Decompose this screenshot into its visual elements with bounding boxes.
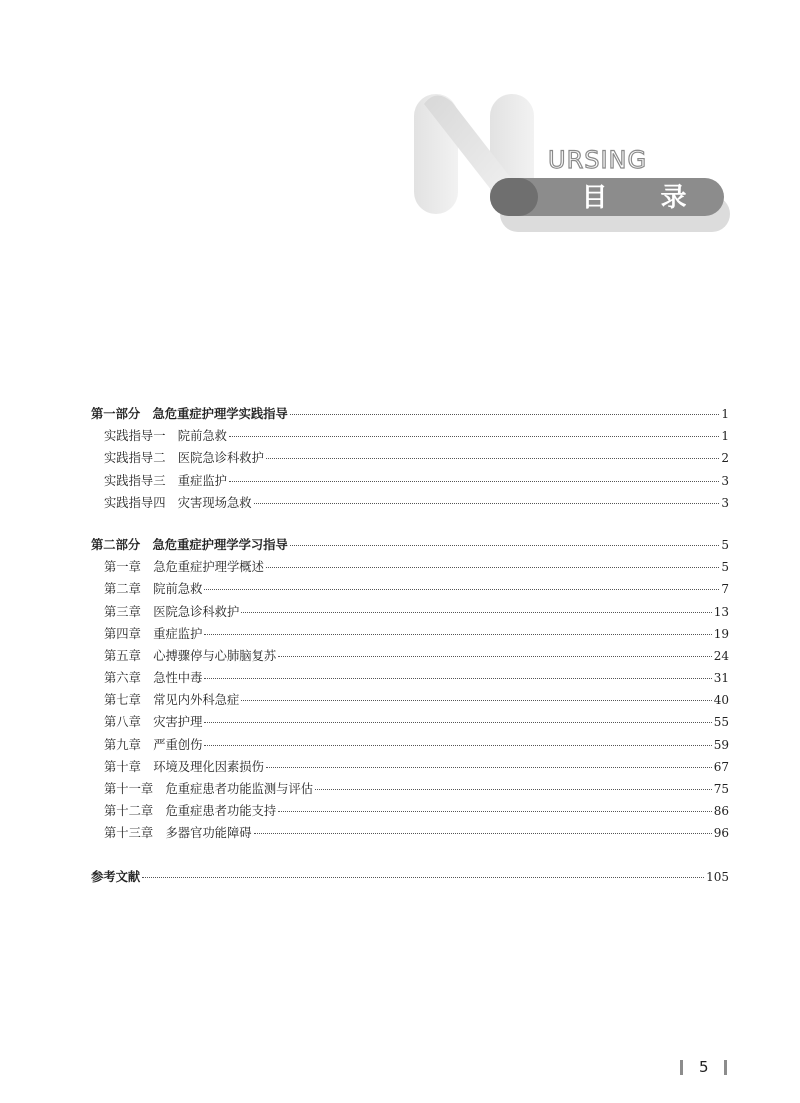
- toc-title: 实践指导二 医院急诊科救护: [104, 451, 264, 466]
- toc-title: 第六章 急性中毒: [104, 671, 203, 686]
- footer-bar-left: [680, 1060, 683, 1075]
- toc-item[interactable]: [91, 470, 729, 492]
- toc-leader: [142, 877, 704, 878]
- toc-leader: [266, 567, 719, 568]
- toc-title: 参考文献: [91, 869, 141, 884]
- emblem-text: URSING: [548, 146, 648, 174]
- toc-leader: [254, 503, 720, 504]
- toc-item[interactable]: [91, 689, 729, 711]
- toc-page: 7: [721, 582, 729, 597]
- toc-page: 5: [721, 560, 729, 575]
- toc-leader: [278, 656, 712, 657]
- toc-page: 40: [713, 693, 729, 708]
- toc-page: 1: [721, 407, 729, 421]
- toc-page: 3: [721, 473, 729, 488]
- table-of-contents: [91, 403, 729, 888]
- toc-leader: [204, 589, 719, 590]
- toc-title: 第八章 灾害护理: [104, 715, 203, 730]
- toc-item[interactable]: [91, 645, 729, 667]
- toc-title: 第五章 心搏骤停与心肺脑复苏: [104, 648, 277, 663]
- toc-page: 3: [721, 495, 729, 510]
- section-spacer: [91, 514, 729, 534]
- toc-page: 31: [713, 671, 729, 686]
- toc-page: 105: [706, 869, 729, 884]
- toc-title: 实践指导一 院前急救: [104, 429, 227, 444]
- toc-item[interactable]: [91, 800, 729, 822]
- toc-title: 第十一章 危重症患者功能监测与评估: [104, 782, 314, 796]
- toc-leader: [290, 545, 720, 546]
- toc-item[interactable]: [91, 778, 729, 800]
- toc-title: 第十三章 多器官功能障碍: [104, 826, 252, 841]
- toc-item[interactable]: [91, 734, 729, 756]
- toc-item[interactable]: [91, 447, 729, 469]
- toc-leader: [290, 414, 720, 415]
- toc-leader: [204, 722, 711, 723]
- page-title: 目 录: [581, 183, 709, 213]
- toc-title: 第七章 常见内外科急症: [104, 693, 240, 708]
- toc-item[interactable]: [91, 623, 729, 645]
- toc-page: 67: [713, 759, 729, 774]
- toc-page: 75: [713, 782, 729, 796]
- toc-title: 实践指导四 灾害现场急救: [104, 495, 252, 510]
- toc-leader: [229, 481, 719, 482]
- toc-page: 2: [721, 451, 729, 466]
- toc-title: 第二章 院前急救: [104, 582, 203, 597]
- toc-part-1[interactable]: [91, 403, 729, 425]
- toc-title: 第一章 急危重症护理学概述: [104, 560, 264, 575]
- toc-title: 第四章 重症监护: [104, 626, 203, 641]
- toc-leader: [204, 745, 711, 746]
- toc-page: 96: [713, 826, 729, 841]
- toc-leader: [266, 458, 719, 459]
- toc-title: 第十章 环境及理化因素损伤: [104, 759, 264, 774]
- section-spacer: [91, 845, 729, 866]
- toc-leader: [241, 700, 711, 701]
- toc-title: 第九章 严重创伤: [104, 737, 203, 752]
- toc-leader: [266, 767, 712, 768]
- toc-part-2[interactable]: [91, 534, 729, 556]
- toc-title: 第三章 医院急诊科救护: [104, 604, 240, 619]
- toc-page: 59: [713, 737, 729, 752]
- toc-page: 86: [713, 804, 729, 819]
- toc-leader: [315, 789, 712, 790]
- toc-references[interactable]: [91, 866, 729, 888]
- toc-leader: [254, 833, 712, 834]
- toc-leader: [241, 612, 711, 613]
- toc-item[interactable]: [91, 578, 729, 600]
- toc-page: 24: [713, 648, 729, 663]
- toc-leader: [204, 634, 711, 635]
- toc-item[interactable]: [91, 667, 729, 689]
- toc-leader: [204, 678, 711, 679]
- footer-bar-right: [724, 1060, 727, 1075]
- toc-leader: [229, 436, 719, 437]
- toc-title: 第一部分 急危重症护理学实践指导: [91, 407, 288, 421]
- toc-page: 5: [721, 537, 729, 552]
- toc-title: 第十二章 危重症患者功能支持: [104, 804, 277, 819]
- toc-item[interactable]: [91, 601, 729, 623]
- toc-title: 第二部分 急危重症护理学学习指导: [91, 537, 288, 552]
- toc-item[interactable]: [91, 822, 729, 844]
- toc-page: 55: [713, 715, 729, 730]
- toc-item[interactable]: [91, 492, 729, 514]
- toc-item[interactable]: [91, 756, 729, 778]
- toc-item[interactable]: [91, 425, 729, 447]
- toc-leader: [278, 811, 712, 812]
- toc-page: 13: [713, 604, 729, 619]
- toc-title: 实践指导三 重症监护: [104, 473, 227, 488]
- page-footer: [680, 1058, 730, 1078]
- toc-page: 1: [721, 429, 729, 444]
- header-emblem: [410, 90, 740, 240]
- toc-item[interactable]: [91, 711, 729, 733]
- toc-page: 19: [713, 626, 729, 641]
- toc-item[interactable]: [91, 556, 729, 578]
- page-number: 5: [699, 1058, 709, 1076]
